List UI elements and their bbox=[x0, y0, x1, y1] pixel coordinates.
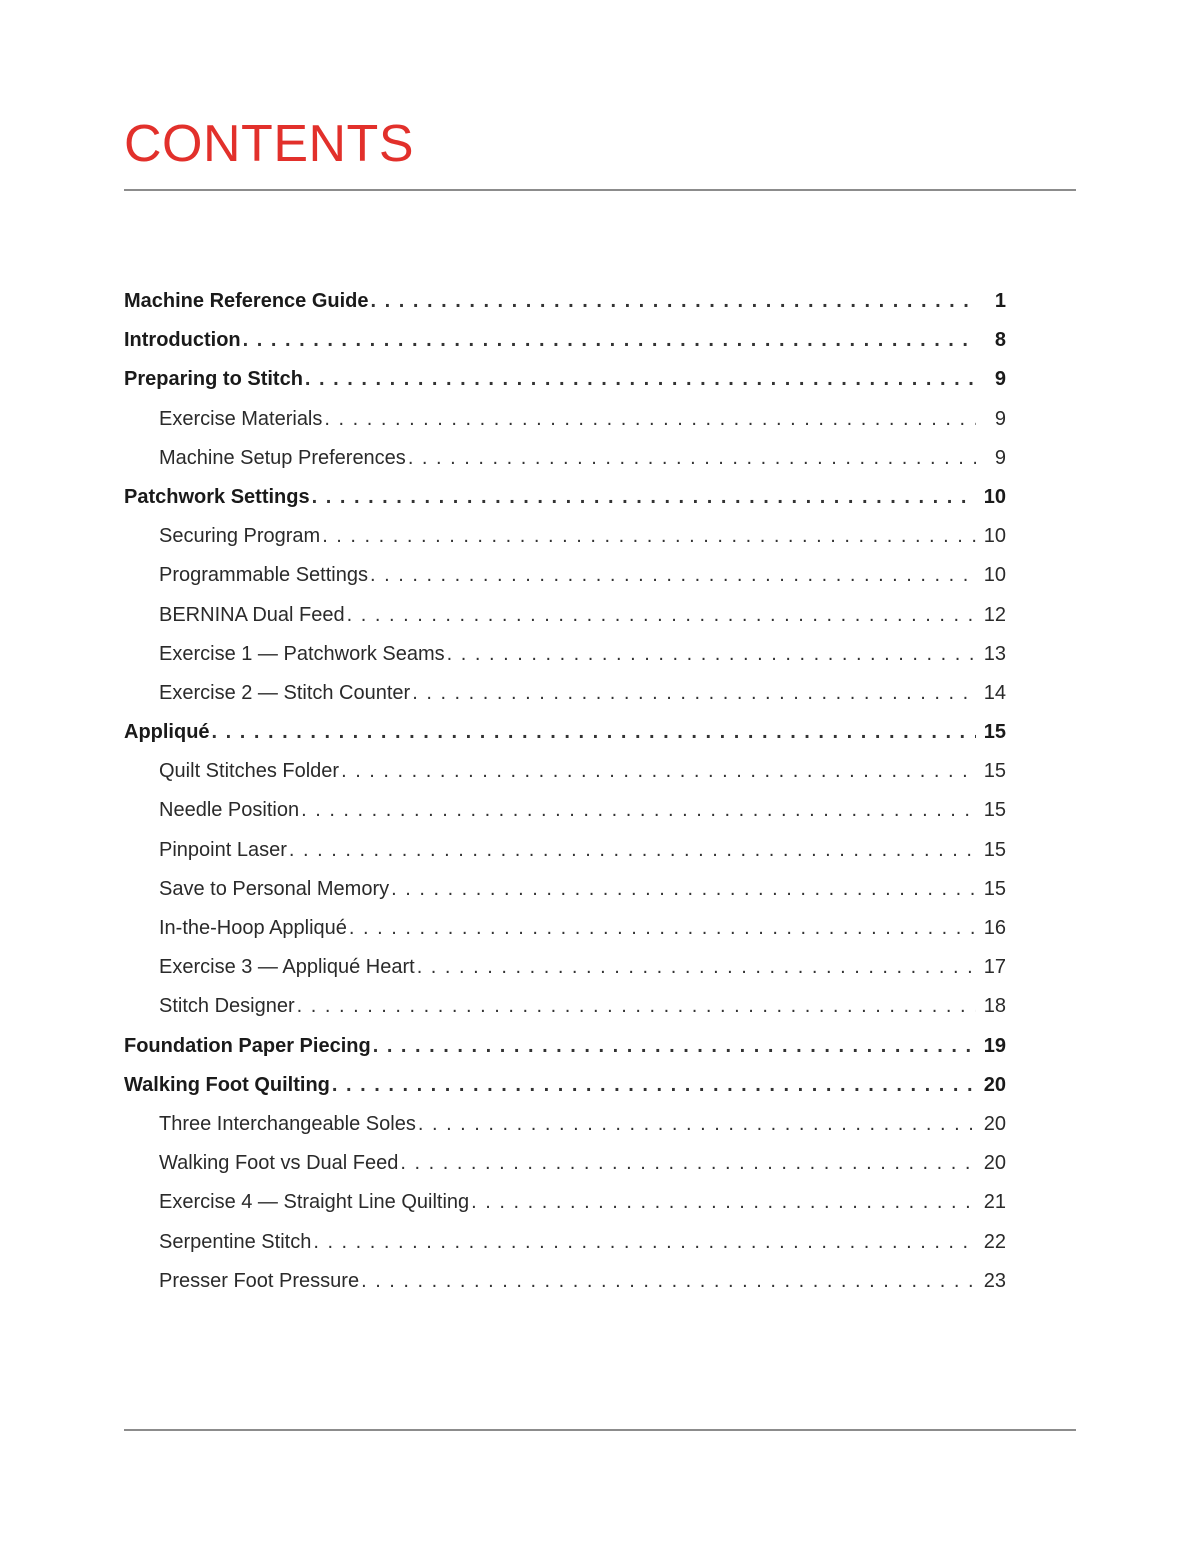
toc-entry-label: Exercise 1 — Patchwork Seams bbox=[159, 642, 445, 665]
toc-page-number: 9 bbox=[994, 446, 1006, 469]
toc-page-number: 20 bbox=[983, 1073, 1006, 1096]
toc-page-number: 19 bbox=[983, 1034, 1006, 1057]
toc-dot-leader bbox=[212, 713, 976, 752]
toc-section-entry[interactable] bbox=[124, 321, 1006, 360]
toc-page-number: 18 bbox=[983, 995, 1006, 1018]
toc-page-number: 12 bbox=[983, 603, 1006, 626]
toc-page-number: 16 bbox=[983, 917, 1006, 939]
toc-subsection-entry[interactable] bbox=[124, 831, 1006, 870]
toc-subsection-entry[interactable] bbox=[124, 517, 1006, 556]
toc-dot-leader bbox=[361, 1262, 976, 1301]
toc-entry-label: Appliqué bbox=[124, 721, 210, 744]
toc-subsection-entry[interactable] bbox=[124, 1105, 1006, 1144]
toc-section-entry[interactable] bbox=[124, 1066, 1006, 1105]
toc-entry-label: BERNINA Dual Feed bbox=[159, 603, 345, 626]
toc-entry-label: Exercise 2 — Stitch Counter bbox=[159, 681, 411, 704]
toc-page-number: 15 bbox=[983, 877, 1006, 900]
toc-dot-leader bbox=[471, 1183, 976, 1222]
toc-section-entry[interactable] bbox=[124, 478, 1006, 517]
toc-dot-leader bbox=[418, 1105, 976, 1144]
toc-page-number: 14 bbox=[983, 681, 1006, 704]
toc-subsection-entry[interactable] bbox=[124, 752, 1006, 791]
toc-entry-label: Programmable Settings bbox=[159, 564, 368, 587]
toc-dot-leader bbox=[373, 1027, 976, 1066]
table-of-contents bbox=[124, 282, 1006, 1301]
toc-page-number: 20 bbox=[983, 1152, 1006, 1175]
toc-page-number: 23 bbox=[983, 1269, 1006, 1292]
toc-dot-leader bbox=[324, 400, 976, 439]
toc-entry-label: Three Interchangeable Soles bbox=[159, 1112, 416, 1135]
toc-dot-leader bbox=[243, 321, 976, 360]
toc-entry-label: Pinpoint Laser bbox=[159, 838, 287, 861]
toc-subsection-entry[interactable] bbox=[124, 439, 1006, 478]
toc-subsection-entry[interactable] bbox=[124, 1144, 1006, 1183]
toc-section-entry[interactable] bbox=[124, 282, 1006, 321]
toc-dot-leader bbox=[322, 517, 976, 556]
toc-entry-label: Patchwork Settings bbox=[124, 485, 310, 508]
toc-dot-leader bbox=[391, 870, 976, 909]
toc-dot-leader bbox=[312, 478, 976, 517]
page-title: CONTENTS bbox=[124, 115, 414, 173]
toc-subsection-entry[interactable] bbox=[124, 596, 1006, 635]
toc-entry-label: Exercise Materials bbox=[159, 407, 323, 430]
toc-dot-leader bbox=[313, 1223, 976, 1262]
toc-page-number: 15 bbox=[983, 799, 1006, 822]
toc-dot-leader bbox=[347, 596, 976, 635]
toc-entry-label: Quilt Stitches Folder bbox=[159, 760, 340, 783]
toc-subsection-entry[interactable] bbox=[124, 400, 1006, 439]
toc-entry-label: Preparing to Stitch bbox=[124, 368, 303, 391]
toc-page-number: 8 bbox=[994, 329, 1006, 352]
toc-entry-label: Exercise 3 — Appliqué Heart bbox=[159, 956, 415, 979]
toc-section-entry[interactable] bbox=[124, 1027, 1006, 1066]
toc-entry-label: In-the-Hoop Appliqué bbox=[159, 917, 347, 939]
toc-subsection-entry[interactable] bbox=[124, 987, 1006, 1026]
toc-page-number: 15 bbox=[983, 838, 1006, 861]
toc-page-number: 1 bbox=[994, 290, 1006, 312]
toc-subsection-entry[interactable] bbox=[124, 909, 1006, 948]
toc-dot-leader bbox=[447, 635, 976, 674]
toc-subsection-entry[interactable] bbox=[124, 1262, 1006, 1301]
toc-entry-label: Walking Foot vs Dual Feed bbox=[159, 1152, 399, 1175]
toc-entry-label: Exercise 4 — Straight Line Quilting bbox=[159, 1191, 470, 1214]
toc-subsection-entry[interactable] bbox=[124, 791, 1006, 830]
toc-dot-leader bbox=[297, 987, 976, 1026]
toc-entry-label: Needle Position bbox=[159, 799, 300, 822]
toc-page-number: 9 bbox=[994, 368, 1006, 391]
toc-page-number: 13 bbox=[983, 642, 1006, 665]
toc-dot-leader bbox=[417, 948, 976, 987]
toc-entry-label: Serpentine Stitch bbox=[159, 1230, 312, 1253]
toc-entry-label: Save to Personal Memory bbox=[159, 877, 390, 900]
toc-entry-label: Walking Foot Quilting bbox=[124, 1073, 330, 1096]
toc-page-number: 15 bbox=[983, 760, 1006, 783]
toc-page-number: 17 bbox=[983, 956, 1006, 979]
toc-page-number: 22 bbox=[983, 1230, 1006, 1253]
toc-entry-label: Presser Foot Pressure bbox=[159, 1269, 360, 1292]
toc-entry-label: Stitch Designer bbox=[159, 995, 295, 1018]
bottom-divider bbox=[124, 1429, 1076, 1431]
toc-subsection-entry[interactable] bbox=[124, 948, 1006, 987]
toc-page-number: 10 bbox=[983, 564, 1006, 587]
toc-page-number: 9 bbox=[994, 407, 1006, 430]
toc-section-entry[interactable] bbox=[124, 713, 1006, 752]
toc-dot-leader bbox=[400, 1144, 976, 1183]
toc-dot-leader bbox=[371, 282, 976, 321]
toc-subsection-entry[interactable] bbox=[124, 556, 1006, 595]
toc-entry-label: Securing Program bbox=[159, 525, 321, 548]
toc-dot-leader bbox=[408, 439, 976, 478]
top-divider bbox=[124, 189, 1076, 191]
toc-page-number: 10 bbox=[983, 485, 1006, 508]
toc-subsection-entry[interactable] bbox=[124, 870, 1006, 909]
toc-subsection-entry[interactable] bbox=[124, 674, 1006, 713]
toc-section-entry[interactable] bbox=[124, 360, 1006, 399]
toc-entry-label: Machine Reference Guide bbox=[124, 290, 369, 312]
toc-entry-label: Machine Setup Preferences bbox=[159, 446, 406, 469]
toc-dot-leader bbox=[332, 1066, 976, 1105]
toc-subsection-entry[interactable] bbox=[124, 1223, 1006, 1262]
toc-subsection-entry[interactable] bbox=[124, 635, 1006, 674]
toc-dot-leader bbox=[289, 831, 976, 870]
toc-dot-leader bbox=[412, 674, 976, 713]
toc-page-number: 20 bbox=[983, 1112, 1006, 1135]
toc-dot-leader bbox=[341, 752, 976, 791]
toc-page-number: 15 bbox=[983, 721, 1006, 744]
toc-page-number: 21 bbox=[983, 1191, 1006, 1214]
toc-dot-leader bbox=[301, 791, 976, 830]
toc-dot-leader bbox=[370, 556, 976, 595]
toc-dot-leader bbox=[349, 909, 976, 948]
toc-subsection-entry[interactable] bbox=[124, 1183, 1006, 1222]
toc-dot-leader bbox=[305, 360, 976, 399]
toc-page-number: 10 bbox=[983, 525, 1006, 548]
toc-entry-label: Introduction bbox=[124, 329, 241, 352]
toc-entry-label: Foundation Paper Piecing bbox=[124, 1034, 371, 1057]
